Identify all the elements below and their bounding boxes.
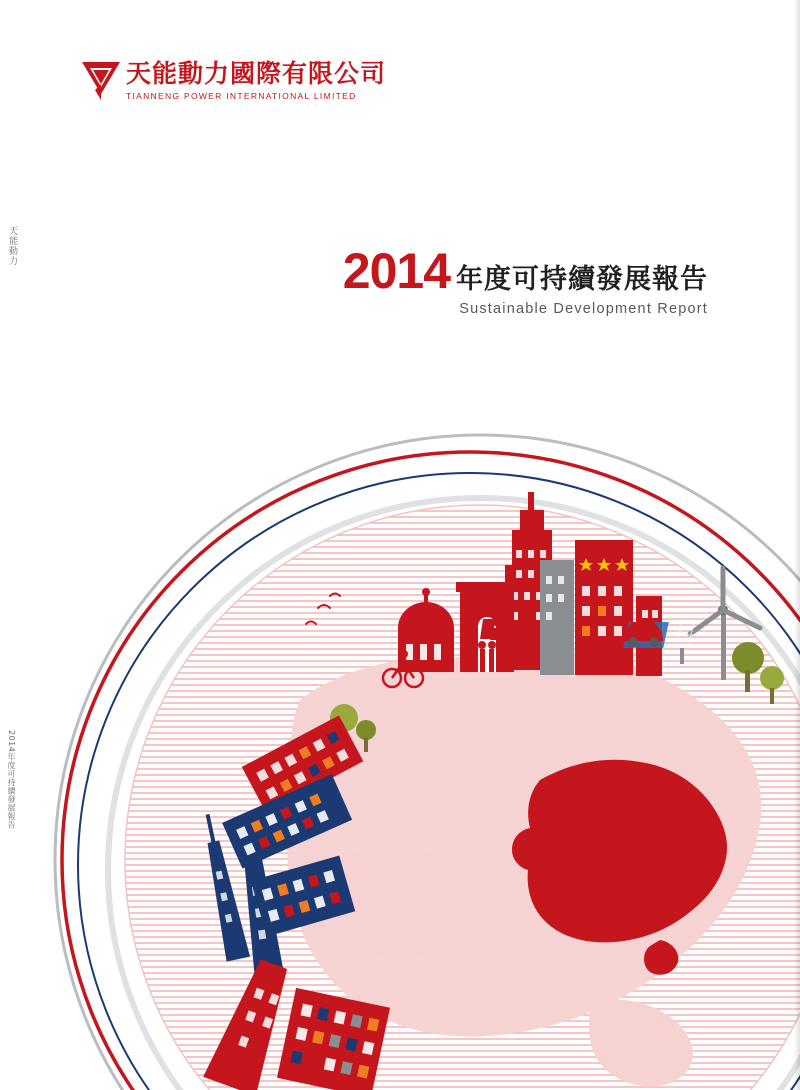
- globe-city-illustration: [0, 400, 800, 1090]
- cover-title-block: [342, 243, 708, 317]
- company-name-en: TIANNENG POWER INTERNATIONAL LIMITED: [126, 90, 357, 101]
- company-name-cn: 天能動力國際有限公司: [126, 59, 387, 88]
- cover-artwork: [0, 400, 800, 1090]
- spine-text-top: 天能動力: [7, 226, 17, 266]
- logo-text-block: [126, 60, 386, 101]
- report-year: 2014: [342, 243, 450, 299]
- spine-text-bottom: 2014年度可持續發展報告: [7, 730, 16, 829]
- tianneng-triangle-mark-icon: [82, 60, 120, 100]
- company-logo: [82, 60, 386, 101]
- report-title-en: Sustainable Development Report: [459, 301, 708, 317]
- title-main-row: [342, 243, 708, 299]
- report-title-cn: 年度可持續發展報告: [456, 264, 708, 295]
